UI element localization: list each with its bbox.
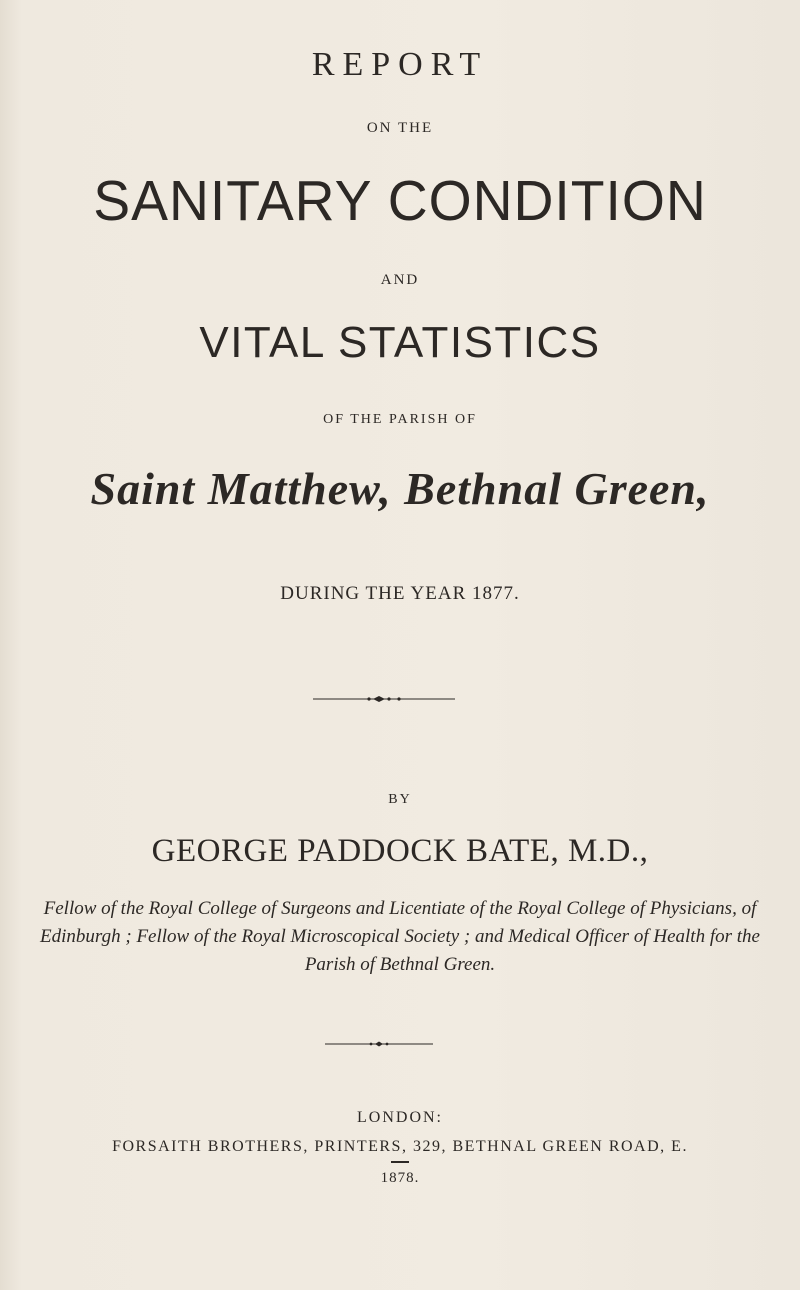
sanitary-condition-heading: SANITARY CONDITION (93, 169, 707, 233)
parish-name: Saint Matthew, Bethnal Green, (90, 463, 710, 514)
small-ornament-divider-icon (325, 1039, 433, 1049)
of-the-parish-text: OF THE PARISH OF (323, 412, 477, 427)
and-text: AND (380, 272, 420, 288)
imprint-city: LONDON: (357, 1109, 443, 1126)
year-line: DURING THE YEAR 1877. (280, 583, 520, 604)
by-text: BY (388, 792, 412, 807)
vital-statistics-heading: VITAL STATISTICS (199, 318, 601, 367)
imprint-printers: FORSAITH BROTHERS, PRINTERS, 329, BETHNAL GREEN ROAD, E. (112, 1138, 688, 1155)
author-credentials: Fellow of the Royal College of Surgeons and Licentiate of the Royal College of Physicians, of Edinburgh ; Fellow of the Royal Microscopical Society ; and Medical Officer of Health for the Parish of Bethnal Green. (40, 898, 760, 975)
author-name: GEORGE PADDOCK BATE, M.D., (151, 833, 649, 869)
imprint-rule (391, 1161, 409, 1163)
report-heading: REPORT (311, 46, 489, 83)
imprint-year: 1878. (380, 1170, 420, 1186)
on-the-text: ON THE (366, 120, 434, 136)
ornament-divider-icon (313, 694, 455, 704)
